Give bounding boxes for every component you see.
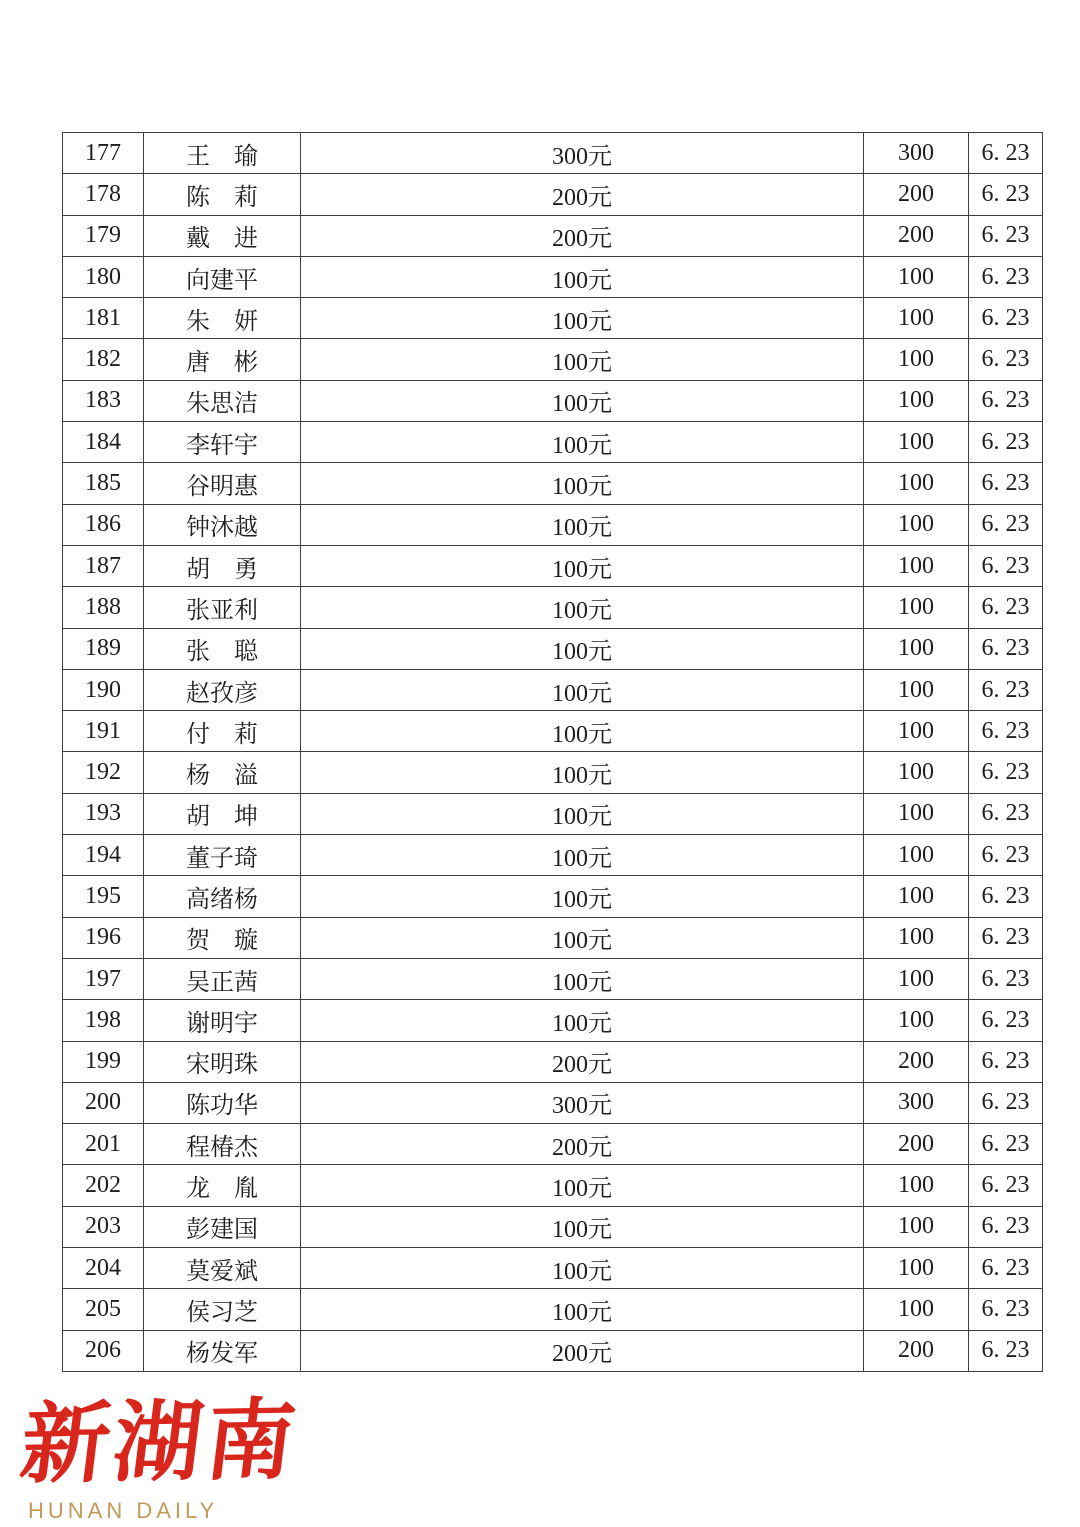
- cell-amount-value: 100: [864, 545, 969, 586]
- cell-amount-text: 100元: [301, 793, 864, 834]
- cell-amount-text: 100元: [301, 711, 864, 752]
- cell-amount-value: 100: [864, 587, 969, 628]
- table-row: [63, 174, 1043, 215]
- cell-donor-name: 高绪杨: [144, 876, 301, 917]
- cell-date: 6. 23: [969, 1000, 1043, 1041]
- cell-row-number: 181: [63, 298, 144, 339]
- cell-amount-value: 100: [864, 1165, 969, 1206]
- table-row: [63, 1330, 1043, 1371]
- cell-donor-name: 陈 莉: [144, 174, 301, 215]
- cell-amount-text: 200元: [301, 1041, 864, 1082]
- cell-amount-text: 100元: [301, 958, 864, 999]
- cell-donor-name: 钟沐越: [144, 504, 301, 545]
- cell-amount-text: 100元: [301, 628, 864, 669]
- cell-date: 6. 23: [969, 876, 1043, 917]
- cell-donor-name: 王 瑜: [144, 133, 301, 174]
- cell-row-number: 188: [63, 587, 144, 628]
- table-row: [63, 628, 1043, 669]
- cell-amount-value: 100: [864, 958, 969, 999]
- cell-date: 6. 23: [969, 422, 1043, 463]
- cell-row-number: 193: [63, 793, 144, 834]
- cell-date: 6. 23: [969, 1124, 1043, 1165]
- cell-date: 6. 23: [969, 958, 1043, 999]
- cell-date: 6. 23: [969, 669, 1043, 710]
- cell-row-number: 179: [63, 215, 144, 256]
- cell-donor-name: 张 聪: [144, 628, 301, 669]
- table-row: [63, 215, 1043, 256]
- table-row: [63, 876, 1043, 917]
- cell-amount-text: 100元: [301, 339, 864, 380]
- cell-donor-name: 张亚利: [144, 587, 301, 628]
- cell-donor-name: 付 莉: [144, 711, 301, 752]
- cell-date: 6. 23: [969, 1248, 1043, 1289]
- table-row: [63, 380, 1043, 421]
- cell-date: 6. 23: [969, 835, 1043, 876]
- cell-donor-name: 侯习芝: [144, 1289, 301, 1330]
- table-row: [63, 793, 1043, 834]
- cell-row-number: 185: [63, 463, 144, 504]
- table-row: [63, 1000, 1043, 1041]
- cell-date: 6. 23: [969, 1330, 1043, 1371]
- cell-amount-text: 100元: [301, 545, 864, 586]
- cell-amount-value: 100: [864, 1000, 969, 1041]
- cell-amount-value: 100: [864, 339, 969, 380]
- cell-row-number: 203: [63, 1206, 144, 1247]
- cell-date: 6. 23: [969, 917, 1043, 958]
- logo-chinese-text: 新湖南: [15, 1387, 305, 1496]
- cell-date: 6. 23: [969, 587, 1043, 628]
- cell-donor-name: 彭建国: [144, 1206, 301, 1247]
- cell-amount-value: 200: [864, 215, 969, 256]
- cell-date: 6. 23: [969, 215, 1043, 256]
- cell-row-number: 196: [63, 917, 144, 958]
- cell-amount-value: 100: [864, 711, 969, 752]
- cell-amount-text: 100元: [301, 256, 864, 297]
- table-row: [63, 1041, 1043, 1082]
- cell-donor-name: 陈功华: [144, 1082, 301, 1123]
- cell-row-number: 202: [63, 1165, 144, 1206]
- cell-date: 6. 23: [969, 298, 1043, 339]
- cell-date: 6. 23: [969, 380, 1043, 421]
- cell-donor-name: 贺 璇: [144, 917, 301, 958]
- cell-amount-value: 100: [864, 422, 969, 463]
- cell-amount-text: 100元: [301, 380, 864, 421]
- table-row: [63, 504, 1043, 545]
- cell-date: 6. 23: [969, 1165, 1043, 1206]
- cell-amount-text: 100元: [301, 298, 864, 339]
- cell-amount-value: 100: [864, 628, 969, 669]
- cell-amount-text: 100元: [301, 669, 864, 710]
- cell-row-number: 191: [63, 711, 144, 752]
- cell-amount-text: 100元: [301, 835, 864, 876]
- cell-date: 6. 23: [969, 752, 1043, 793]
- cell-amount-value: 200: [864, 1041, 969, 1082]
- cell-amount-value: 100: [864, 504, 969, 545]
- cell-row-number: 186: [63, 504, 144, 545]
- cell-date: 6. 23: [969, 463, 1043, 504]
- cell-row-number: 189: [63, 628, 144, 669]
- cell-amount-text: 100元: [301, 1206, 864, 1247]
- cell-amount-value: 200: [864, 1124, 969, 1165]
- cell-row-number: 201: [63, 1124, 144, 1165]
- table-row: [63, 917, 1043, 958]
- cell-amount-text: 200元: [301, 174, 864, 215]
- cell-amount-value: 100: [864, 1206, 969, 1247]
- cell-amount-text: 100元: [301, 917, 864, 958]
- table-row: [63, 1289, 1043, 1330]
- cell-row-number: 205: [63, 1289, 144, 1330]
- cell-donor-name: 胡 勇: [144, 545, 301, 586]
- table-row: [63, 587, 1043, 628]
- cell-date: 6. 23: [969, 1041, 1043, 1082]
- cell-amount-value: 100: [864, 917, 969, 958]
- cell-row-number: 204: [63, 1248, 144, 1289]
- table-row: [63, 256, 1043, 297]
- cell-row-number: 177: [63, 133, 144, 174]
- cell-donor-name: 朱 妍: [144, 298, 301, 339]
- cell-donor-name: 谷明惠: [144, 463, 301, 504]
- table-row: [63, 339, 1043, 380]
- cell-date: 6. 23: [969, 1082, 1043, 1123]
- table-row: [63, 1124, 1043, 1165]
- cell-amount-text: 100元: [301, 463, 864, 504]
- cell-row-number: 199: [63, 1041, 144, 1082]
- cell-row-number: 195: [63, 876, 144, 917]
- cell-date: 6. 23: [969, 504, 1043, 545]
- cell-date: 6. 23: [969, 339, 1043, 380]
- table-row: [63, 752, 1043, 793]
- table-row: [63, 835, 1043, 876]
- cell-date: 6. 23: [969, 1206, 1043, 1247]
- cell-amount-text: 200元: [301, 1124, 864, 1165]
- cell-date: 6. 23: [969, 711, 1043, 752]
- cell-donor-name: 唐 彬: [144, 339, 301, 380]
- cell-amount-value: 100: [864, 669, 969, 710]
- cell-donor-name: 杨发军: [144, 1330, 301, 1371]
- table-row: [63, 545, 1043, 586]
- cell-date: 6. 23: [969, 133, 1043, 174]
- cell-donor-name: 谢明宇: [144, 1000, 301, 1041]
- cell-amount-value: 100: [864, 463, 969, 504]
- cell-row-number: 182: [63, 339, 144, 380]
- cell-donor-name: 莫爱斌: [144, 1248, 301, 1289]
- cell-donor-name: 胡 坤: [144, 793, 301, 834]
- cell-amount-value: 100: [864, 380, 969, 421]
- cell-row-number: 200: [63, 1082, 144, 1123]
- cell-row-number: 178: [63, 174, 144, 215]
- cell-row-number: 198: [63, 1000, 144, 1041]
- cell-amount-value: 100: [864, 752, 969, 793]
- cell-donor-name: 程椿杰: [144, 1124, 301, 1165]
- cell-row-number: 194: [63, 835, 144, 876]
- cell-date: 6. 23: [969, 256, 1043, 297]
- cell-donor-name: 向建平: [144, 256, 301, 297]
- table-row: [63, 669, 1043, 710]
- table-row: [63, 1082, 1043, 1123]
- cell-donor-name: 龙 胤: [144, 1165, 301, 1206]
- cell-amount-text: 100元: [301, 504, 864, 545]
- cell-donor-name: 董子琦: [144, 835, 301, 876]
- cell-donor-name: 杨 溢: [144, 752, 301, 793]
- cell-amount-value: 200: [864, 174, 969, 215]
- cell-donor-name: 吴正茜: [144, 958, 301, 999]
- cell-donor-name: 赵孜彦: [144, 669, 301, 710]
- cell-row-number: 206: [63, 1330, 144, 1371]
- donation-table-body: [63, 133, 1043, 1372]
- cell-amount-value: 100: [864, 1289, 969, 1330]
- cell-amount-value: 100: [864, 298, 969, 339]
- cell-amount-text: 200元: [301, 1330, 864, 1371]
- cell-date: 6. 23: [969, 545, 1043, 586]
- cell-amount-value: 300: [864, 1082, 969, 1123]
- table-row: [63, 1206, 1043, 1247]
- cell-amount-text: 100元: [301, 422, 864, 463]
- cell-amount-text: 300元: [301, 133, 864, 174]
- cell-row-number: 183: [63, 380, 144, 421]
- logo-english-text: HUNAN DAILY: [28, 1498, 219, 1524]
- cell-row-number: 184: [63, 422, 144, 463]
- hunan-daily-logo: [15, 1387, 305, 1524]
- table-row: [63, 298, 1043, 339]
- cell-amount-value: 200: [864, 1330, 969, 1371]
- cell-donor-name: 朱思洁: [144, 380, 301, 421]
- cell-date: 6. 23: [969, 793, 1043, 834]
- cell-amount-text: 300元: [301, 1082, 864, 1123]
- table-row: [63, 422, 1043, 463]
- cell-amount-value: 100: [864, 835, 969, 876]
- cell-amount-value: 100: [864, 876, 969, 917]
- donation-table: [62, 132, 1043, 1372]
- cell-donor-name: 宋明珠: [144, 1041, 301, 1082]
- cell-amount-text: 200元: [301, 215, 864, 256]
- table-row: [63, 133, 1043, 174]
- cell-date: 6. 23: [969, 174, 1043, 215]
- cell-amount-text: 100元: [301, 1165, 864, 1206]
- cell-amount-value: 100: [864, 256, 969, 297]
- cell-row-number: 190: [63, 669, 144, 710]
- cell-amount-value: 100: [864, 1248, 969, 1289]
- table-row: [63, 958, 1043, 999]
- cell-amount-text: 100元: [301, 587, 864, 628]
- cell-row-number: 197: [63, 958, 144, 999]
- cell-amount-text: 100元: [301, 752, 864, 793]
- cell-donor-name: 戴 进: [144, 215, 301, 256]
- table-row: [63, 1165, 1043, 1206]
- table-row: [63, 1248, 1043, 1289]
- cell-amount-text: 100元: [301, 1000, 864, 1041]
- table-row: [63, 463, 1043, 504]
- cell-donor-name: 李轩宇: [144, 422, 301, 463]
- cell-row-number: 180: [63, 256, 144, 297]
- cell-amount-value: 100: [864, 793, 969, 834]
- cell-amount-text: 100元: [301, 1289, 864, 1330]
- cell-row-number: 187: [63, 545, 144, 586]
- cell-date: 6. 23: [969, 628, 1043, 669]
- cell-amount-text: 100元: [301, 876, 864, 917]
- cell-amount-text: 100元: [301, 1248, 864, 1289]
- cell-amount-value: 300: [864, 133, 969, 174]
- cell-date: 6. 23: [969, 1289, 1043, 1330]
- table-row: [63, 711, 1043, 752]
- cell-row-number: 192: [63, 752, 144, 793]
